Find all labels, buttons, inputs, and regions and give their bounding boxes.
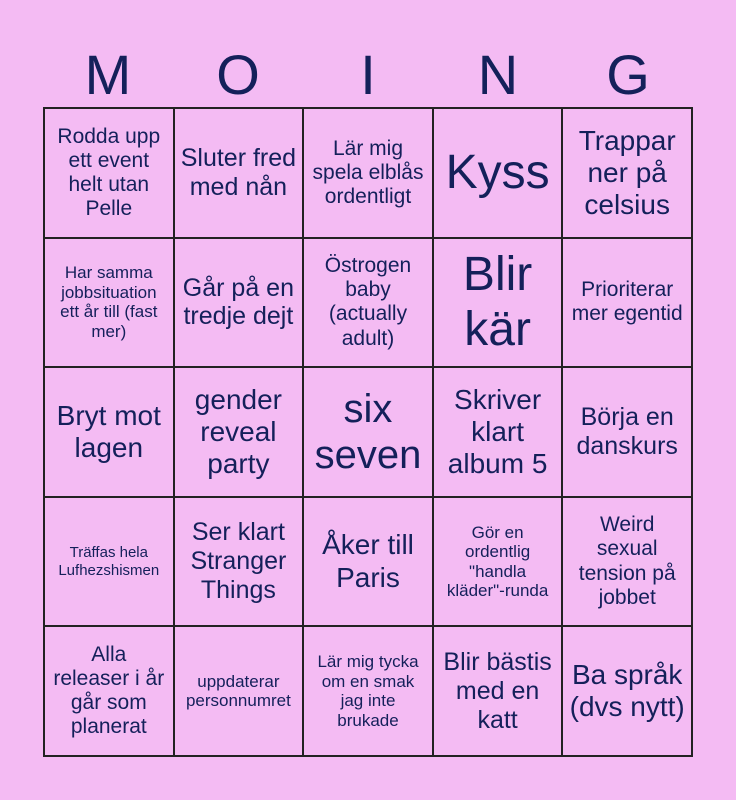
bingo-cell-r1c4[interactable]: Kyss [433, 108, 563, 238]
bingo-cell-r3c5[interactable]: Börja en danskurs [562, 367, 692, 497]
header-letter-o: O [216, 43, 260, 106]
bingo-cell-r3c3[interactable]: six seven [303, 367, 433, 497]
bingo-cell-r2c4[interactable]: Blir kär [433, 238, 563, 368]
bingo-cell-r4c3[interactable]: Åker till Paris [303, 497, 433, 627]
bingo-cell-r3c1[interactable]: Bryt mot lagen [44, 367, 174, 497]
bingo-cell-r1c3[interactable]: Lär mig spela elblås ordentligt [303, 108, 433, 238]
bingo-cell-r5c2[interactable]: uppdaterar personnumret [174, 626, 304, 756]
bingo-cell-r3c2[interactable]: gender reveal party [174, 367, 304, 497]
header-letter-n: N [477, 43, 519, 106]
bingo-cell-r1c1[interactable]: Rodda upp ett event helt utan Pelle [44, 108, 174, 238]
bingo-cell-r4c1[interactable]: Träffas hela Lufhezshismen [44, 497, 174, 627]
bingo-grid [43, 107, 693, 757]
header-letter-g: G [606, 43, 650, 106]
bingo-header [43, 42, 693, 108]
bingo-cell-r1c2[interactable]: Sluter fred med nån [174, 108, 304, 238]
bingo-cell-r5c4[interactable]: Blir bästis med en katt [433, 626, 563, 756]
header-letter-i: I [360, 43, 376, 106]
bingo-cell-r2c1[interactable]: Har samma jobbsituation ett år till (fast mer) [44, 238, 174, 368]
bingo-cell-r5c5[interactable]: Ba språk (dvs nytt) [562, 626, 692, 756]
bingo-cell-r1c5[interactable]: Trappar ner på celsius [562, 108, 692, 238]
bingo-cell-r5c3[interactable]: Lär mig tycka om en smak jag inte brukade [303, 626, 433, 756]
header-letter-m: M [84, 43, 132, 106]
bingo-cell-r4c5[interactable]: Weird sexual tension på jobbet [562, 497, 692, 627]
bingo-cell-r2c5[interactable]: Prioriterar mer egentid [562, 238, 692, 368]
bingo-cell-r2c3[interactable]: Östrogen baby (actually adult) [303, 238, 433, 368]
bingo-cell-r3c4[interactable]: Skriver klart album 5 [433, 367, 563, 497]
bingo-cell-r5c1[interactable]: Alla releaser i år går som planerat [44, 626, 174, 756]
bingo-cell-r4c4[interactable]: Gör en ordentlig "handla kläder"-runda [433, 497, 563, 627]
bingo-cell-r2c2[interactable]: Går på en tredje dejt [174, 238, 304, 368]
bingo-cell-r4c2[interactable]: Ser klart Stranger Things [174, 497, 304, 627]
